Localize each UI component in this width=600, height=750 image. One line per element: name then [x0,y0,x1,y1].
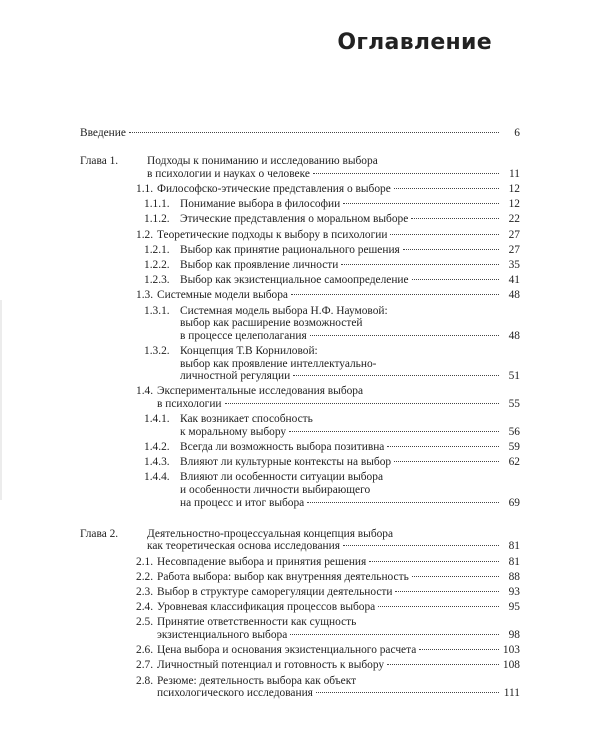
dot-leader [293,375,499,376]
dot-leader [411,218,499,219]
toc-entry[interactable] [80,345,520,383]
toc-entry-number: 1.3. [136,289,154,302]
toc-entry[interactable] [80,616,520,641]
toc-entry[interactable] [80,413,520,438]
toc-entry-title-line: Концепция Т.В Корниловой: [180,345,318,357]
toc-entry-number: 2.4. [136,601,154,614]
dot-leader [394,461,499,462]
toc-entry-title-line: Выбор как принятие рационального решения [180,243,400,256]
toc-entry[interactable] [80,644,520,657]
dot-leader [403,249,499,250]
toc-entry-title-line: Системная модель выбора Н.Ф. Наумовой: [180,304,388,317]
toc-entry[interactable] [80,305,520,343]
toc-entry-title-line: Уровневая классификация процессов выбора [157,601,376,614]
toc-entry[interactable] [80,259,520,272]
toc-entry-page-number: 22 [508,213,520,226]
dot-leader [291,294,499,295]
toc-entry-title-line: Этические представления о моральном выборе [180,213,409,226]
dot-leader [387,664,499,665]
toc-entry-page-number: 48 [508,289,520,302]
toc-entry-page-number: 55 [508,397,520,410]
toc-entry-number: 2.7. [136,659,154,672]
toc-entry[interactable] [80,601,520,614]
toc-entry-title-line: Экспериментальные исследования выбора [157,385,364,398]
dot-leader [378,606,499,607]
toc-entry-title-line: и особенности личности выбирающего [180,483,371,496]
toc-entry-title-line: на процесс и итог выбора [180,496,305,509]
toc-entry-title-line: Влияют ли особенности ситуации выбора [180,471,383,484]
toc-entry-title-line: Деятельностно-процессуальная концепция выбора [147,527,394,540]
dot-leader [313,173,499,174]
toc-entry-title-line: в процессе целеполагания [180,329,307,342]
dot-leader [225,403,499,404]
toc-entry-title-line: Теоретические подходы к выбору в психологии [157,228,388,241]
toc-entry-page-number: 62 [508,456,520,469]
toc-entry-number: 1.2. [136,228,154,241]
toc-entry-title-line: Выбор как экзистенциальное самоопределение [180,274,409,287]
toc-entry[interactable] [80,155,520,180]
toc-entry-page-number: 81 [508,555,520,568]
toc-entry-page-number: 56 [508,425,520,438]
toc-entry-page-number: 108 [502,659,520,672]
toc-entry[interactable] [80,127,520,140]
toc-entry-page-number: 27 [508,228,520,241]
toc-entry-number: 1.4.2. [144,441,170,453]
dot-leader [343,203,499,204]
toc-entry-number: 1.4.3. [144,456,170,469]
dot-leader [419,649,499,650]
dot-leader [387,446,499,447]
toc-entry-number: 1.3.2. [144,345,170,357]
toc-entry[interactable] [80,244,520,257]
toc-entry-title-line: Работа выбора: выбор как внутренняя деятельность [157,570,409,583]
toc-entry-page-number: 6 [514,127,520,139]
toc-entry[interactable] [80,198,520,211]
toc-entry-page-number: 81 [508,540,520,553]
dot-leader [310,335,499,336]
toc-entry-title-line: Как возникает способность [180,413,313,426]
toc-entry-title-line: Принятие ответственности как сущность [157,616,357,629]
toc-entry-page-number: 35 [508,259,520,271]
toc-entry-number: 1.1. [136,183,154,195]
toc-entry-page-number: 69 [508,496,520,509]
toc-entry-page-number: 88 [508,570,520,583]
toc-entry-title-line: Всегда ли возможность выбора позитивна [180,441,385,453]
toc-entry[interactable] [80,229,520,242]
toc-entry-number: Глава 2. [80,527,119,540]
page-edge-shadow [0,300,2,500]
toc-entry-number: 1.3.1. [144,304,170,317]
toc-entry-title-line: Выбор как проявление личности [180,259,339,271]
toc-entry-title-line: личностной регуляции [180,370,291,383]
toc-entry[interactable] [80,659,520,672]
dot-leader [316,692,499,693]
toc-entry[interactable] [80,471,520,509]
toc-entry-number: 1.2.3. [144,274,170,287]
toc-entry[interactable] [80,556,520,569]
toc-entry-page-number: 27 [508,243,520,256]
toc-entry[interactable] [80,456,520,469]
toc-entry-number: 1.2.1. [144,243,170,256]
toc-entry-title-line: Влияют ли культурные контексты на выбор [180,456,392,469]
toc-entry[interactable] [80,586,520,599]
toc-entry-page-number: 93 [508,586,520,598]
dot-leader [395,591,499,592]
toc-entry-page-number: 12 [508,183,520,195]
toc-entry-page-number: 103 [502,644,520,657]
toc-entry-title-line: выбор как проявление интеллектуально- [180,357,377,370]
toc-entry-title-line: Понимание выбора в философии [180,198,341,211]
toc-entry[interactable] [80,675,520,700]
toc-entry-number: 1.1.2. [144,213,170,226]
toc-entry[interactable] [80,213,520,226]
toc-entry-title-line: Системные модели выбора [157,289,288,302]
toc-entry-page-number: 95 [508,601,520,614]
toc-entry[interactable] [80,571,520,584]
dot-leader [369,561,499,562]
toc-entry-number: 2.1. [136,555,154,568]
dot-leader [412,279,499,280]
toc-entry-number: Глава 1. [80,155,119,168]
toc-entry-title-line: Резюме: деятельность выбора как объект [157,674,357,687]
toc-entry-title-line: Философско-этические представления о выборе [157,183,391,195]
toc-entry-number: 1.1.1. [144,198,170,211]
toc-entry-number: 2.5. [136,616,154,629]
toc-entry-title-line: к моральному выбору [180,425,287,438]
dot-leader [129,132,499,133]
dot-leader [341,264,499,265]
toc-entry-title-line: Выбор в структуре саморегуляции деятельности [157,586,393,598]
toc-entry[interactable] [80,441,520,454]
toc-entry-title-line: как теоретическая основа исследования [147,540,340,553]
dot-leader [289,431,499,432]
toc-entry-title-line: Подходы к пониманию и исследованию выбора [147,155,378,168]
toc-entry-title-line: Цена выбора и основания экзистенциального расчета [157,644,417,657]
toc-entry[interactable] [80,528,520,553]
toc-entry-number: 2.6. [136,644,154,657]
dot-leader [412,576,499,577]
toc-entry-page-number: 41 [508,274,520,287]
toc-entry-title-line: Личностный потенциал и готовность к выбору [157,659,385,672]
toc-entry[interactable] [80,274,520,287]
toc-entry-page-number: 11 [509,167,520,180]
dot-leader [394,188,499,189]
toc-entry-title-line: в психологии [157,397,222,410]
toc-entry-number: 1.4.4. [144,471,170,484]
toc-entry[interactable] [80,183,520,196]
toc-entry[interactable] [80,385,520,410]
toc-entry-title-line: Введение [80,127,126,139]
dot-leader [307,502,499,503]
page-title: Оглавление [337,30,492,55]
toc-entry-title-line: Несовпадение выбора и принятия решения [157,555,367,568]
toc-entry-page-number: 98 [508,628,520,641]
toc-entry-title-line: в психологии и науках о человеке [147,167,310,180]
toc-entry-number: 1.4. [136,385,154,398]
toc-entry-number: 2.2. [136,570,154,583]
toc-entry-page-number: 59 [508,441,520,453]
toc-entry-page-number: 12 [508,198,520,211]
toc-entry-title-line: психологического исследования [157,687,313,700]
toc-entry-page-number: 111 [503,687,520,700]
toc-entry-number: 2.8. [136,674,154,687]
toc-entry-page-number: 51 [508,370,520,383]
toc-entry-number: 2.3. [136,586,154,598]
dot-leader [390,234,499,235]
toc-entry[interactable] [80,289,520,302]
toc-entry-number: 1.4.1. [144,413,170,426]
toc-entry-page-number: 48 [508,329,520,342]
dot-leader [343,545,499,546]
toc-entry-number: 1.2.2. [144,259,170,271]
toc-entry-title-line: выбор как расширение возможностей [180,317,363,330]
toc-entry-title-line: экзистенциального выбора [157,628,288,641]
dot-leader [290,634,499,635]
